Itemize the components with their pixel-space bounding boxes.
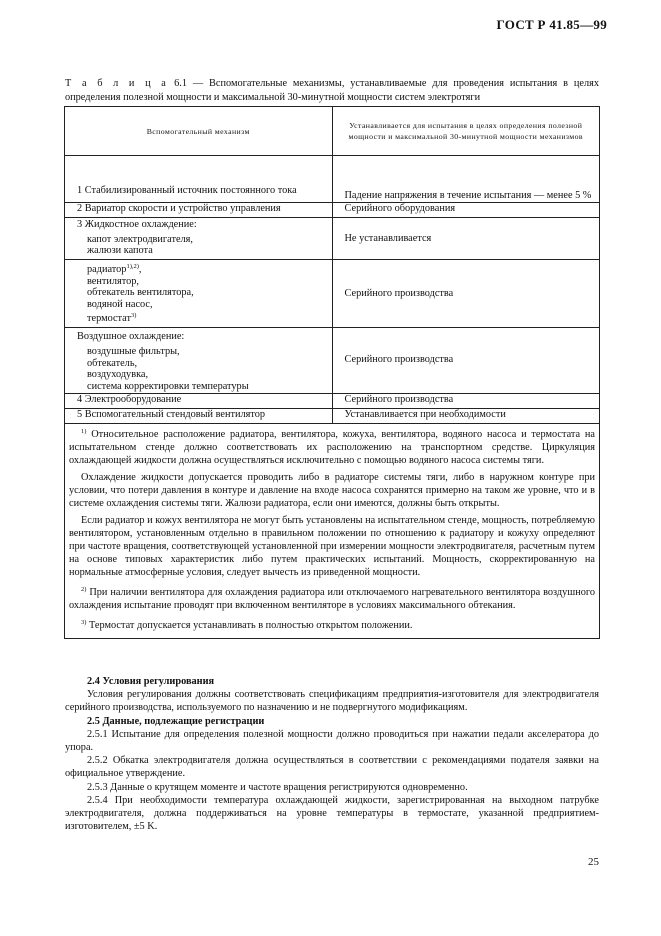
cell-mech-3a: 3 Жидкостное охлаждение: капот электродвигателя, жалюзи капота (65, 218, 333, 260)
table-caption-number: 6.1 (174, 78, 187, 89)
col-header-installation: Устанавливается для испытания в целях определения полезной мощности и максимальной 30-минутной мощности механизмов (332, 107, 600, 156)
cell-value-5: Устанавливается при необходимости (332, 408, 600, 423)
cell-mech-3b: радиатор$^{1),2)}$, вентилятор, обтекатель вентилятора, водяной насос, термостат$^{3)}$ (65, 260, 333, 328)
table-row (65, 156, 600, 203)
table-caption-text: — Вспомогательные механизмы, устанавливаемые для проведения испытания в целях определения полезной мощности и максимальной 30-минутной мощности систем электротяги (65, 78, 599, 103)
page-number: 25 (588, 856, 599, 868)
footnote-2: $^{2)}$ При наличии вентилятора для охлаждения радиатора или отключаемого нагревательного вентилятора воздушного охлаждения испытание проводят при включенном вентиляторе в условиях максимального обтекания. (69, 585, 595, 611)
clause-2-5-3: 2.5.3 Данные о крутящем моменте и частоте вращения регистрируются одновременно. (87, 781, 468, 793)
cell-value-1: Падение напряжения в течение испытания — менее 5 % (332, 156, 600, 203)
cell-value-3b: Серийного производства (332, 260, 600, 328)
cell-mech-air: Воздушное охлаждение: воздушные фильтры, обтекатель, воздуходувка, система корректировки температуры (65, 327, 333, 393)
table-caption-label: Т а б л и ц а (65, 78, 169, 89)
section-body (65, 675, 599, 833)
auxiliary-mechanisms-table (64, 106, 600, 639)
cell-value-air: Серийного производства (332, 327, 600, 393)
cell-value-2: Серийного оборудования (332, 203, 600, 218)
footnote-1-paragraph-3: Если радиатор и кожух вентилятора не могут быть установлены на испытательном стенде, мощность, потребляемую вентилятором, установленным отдельно в правильном положении по отношению к радиатору и кожуху определяют при частоте вращения, соответствующей установленной при измерении мощности электродвигателя, расчетным путем на основе типовых характеристик либо путем практических испытаний. Мощность, скорректированную на нормальные атмосферные условия, следует вычесть из приведенной мощности. (69, 514, 595, 578)
clause-2-5-4: 2.5.4 При необходимости температура охлаждающей жидкости, зарегистрированная на выходном патрубке электродвигателя, должна поддерживаться на уровне температуры в термостате, указанной предприятием-изготовителем, ±5 K. (65, 794, 599, 833)
section-2-4-title: 2.4 Условия регулирования (87, 676, 215, 687)
footnote-1: $^{1)}$ Относительное расположение радиатора, вентилятора, кожуха, вентилятора, водяного насоса и термостата на испытательном стенде должно соответствовать их расположению на транспортном средстве. Циркуляция охлаждающей жидкости должна осуществляться исключительно с помощью водяного насоса системы тяги. (69, 427, 595, 466)
clause-2-5-2: 2.5.2 Обкатка электродвигателя должна осуществляться в соответствии с рекомендациями подателя заявки на официальное утверждение. (65, 755, 599, 780)
col-header-mechanism: Вспомогательный механизм (65, 107, 333, 156)
table-row (65, 260, 600, 328)
section-2-4-text: Условия регулирования должны соответствовать спецификациям предприятия-изготовителя для электродвигателя серийного производства, используемого по назначению и не подвергнутого модификациям. (65, 689, 599, 714)
cell-mech-1: 1 Стабилизированный источник постоянного тока (65, 156, 333, 203)
standard-code: ГОСТ Р 41.85—99 (496, 17, 607, 32)
cell-mech-2: 2 Вариатор скорости и устройство управления (65, 203, 333, 218)
table-row (65, 393, 600, 408)
footnote-1-paragraph-2: Охлаждение жидкости допускается проводить либо в радиаторе системы тяги, либо в наружном контуре при условии, что потери давления в контуре и давление на входе насоса сохранятся примерно на таком же уровне, что и в системе охлаждения системы тяги. Жалюзи радиатора, если они имеются, должны быть открыты. (69, 471, 595, 509)
cell-mech-5: 5 Вспомогательный стендовый вентилятор (65, 408, 333, 423)
table-footnotes-row (65, 423, 600, 638)
table-caption (65, 77, 599, 104)
table-row (65, 203, 600, 218)
cell-value-4: Серийного производства (332, 393, 600, 408)
table-row (65, 218, 600, 260)
table-row (65, 408, 600, 423)
clause-2-5-1: 2.5.1 Испытание для определения полезной мощности должно проводиться при нажатии педали акселератора до упора. (65, 728, 599, 754)
table-row (65, 327, 600, 393)
footnote-3: $^{3)}$ Термостат допускается устанавливать в полностью открытом положении. (81, 618, 413, 631)
table-footnotes (65, 423, 600, 638)
cell-mech-4: 4 Электрооборудование (65, 393, 333, 408)
table-header-row (65, 107, 600, 156)
section-2-5-title: 2.5 Данные, подлежащие регистрации (87, 715, 265, 727)
cell-value-3a: Не устанавливается (332, 218, 600, 260)
